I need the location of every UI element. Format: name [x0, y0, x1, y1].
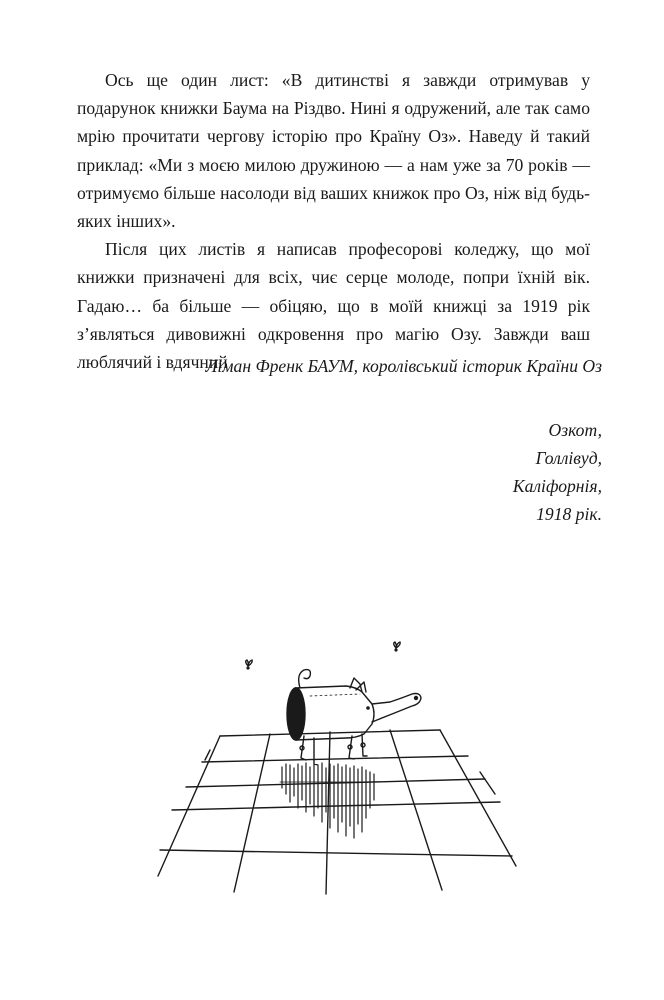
author-signature: Ліман Френк БАУМ, королівський історик Країни Оз	[205, 356, 602, 376]
tiled-floor	[158, 730, 516, 894]
letter-paragraph-2: Після цих листів я написав професорові коледжу, що мої книжки призначені для всіх, чиє серце молоде, попри їхній вік. Гадаю… ба більше — обіцяю, що в моїй книжці за 1919 рік з’являться дивовижні одкровення про магію Озу. Завжди ваш люблячий і вдячний	[77, 239, 590, 373]
tin-pig-illustration-icon	[150, 632, 520, 902]
letter-paragraph-1: Ось ще один лист: «В дитинстві я завжди отримував у подарунок книжки Баума на Різдво. Нині я одружений, але так само мрію прочитати чергову історію про Країну Оз». Наведу й такий приклад: «Ми з моєю милою дружиною — а нам уже за 70 років — отримуємо більше насолоди від ваших книжок про Оз, ніж від будь-яких інших».	[77, 70, 590, 232]
place-line-california: Каліфорнія,	[512, 476, 602, 496]
place-line-year: 1918 рік.	[536, 504, 602, 524]
tin-pig	[287, 670, 421, 765]
flies	[246, 642, 400, 670]
place-line-ozcot: Озкот,	[548, 420, 602, 440]
place-and-date	[513, 416, 602, 528]
place-line-hollywood: Голлівуд,	[535, 448, 602, 468]
letter-body	[77, 66, 590, 376]
